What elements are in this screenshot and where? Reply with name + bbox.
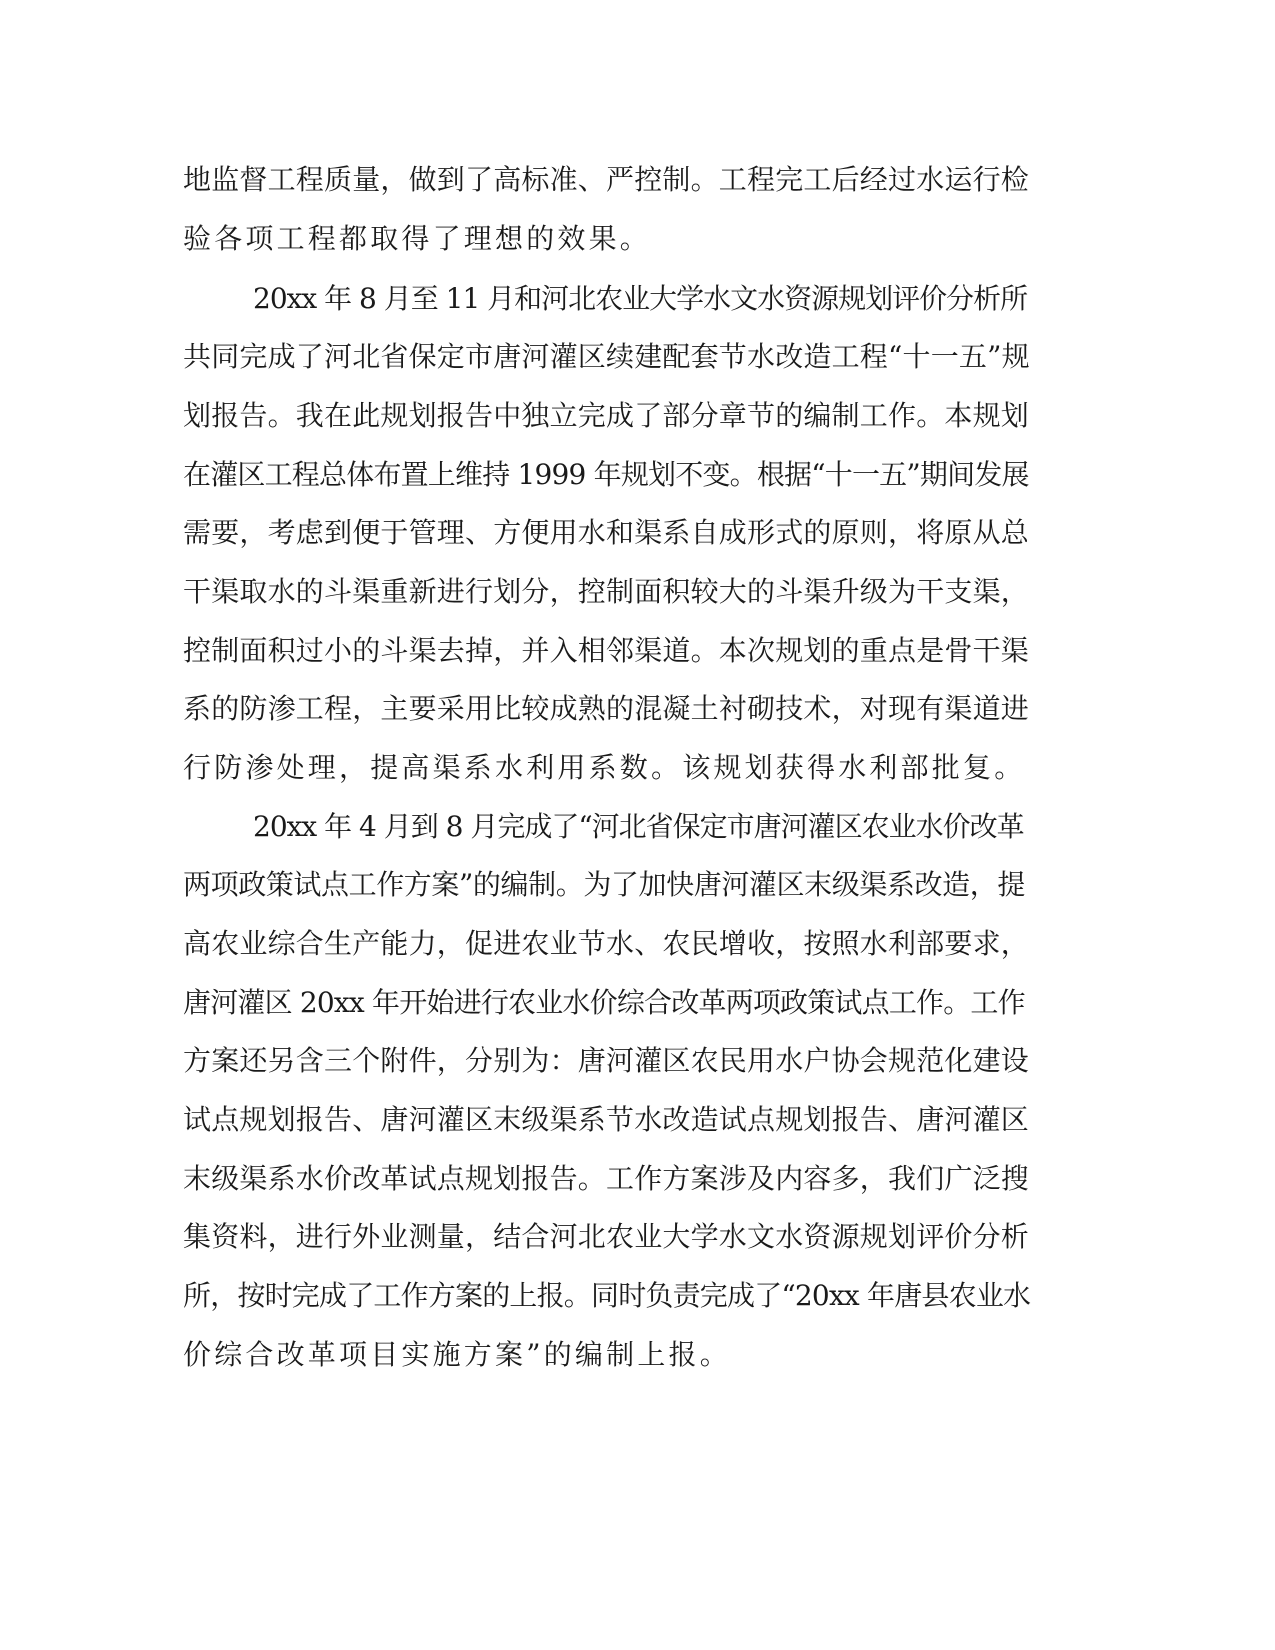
- text-line: 价综合改革项目实施方案”的编制上报。: [183, 1338, 731, 1371]
- text-line: 两项政策试点工作方案”的编制。为了加快唐河灌区末级渠系改造，提: [183, 868, 1025, 901]
- text-line: 地监督工程质量，做到了高标准、严控制。工程完工后经过水运行检: [183, 163, 1030, 196]
- text-line: 控制面积过小的斗渠去掉，并入相邻渠道。本次规划的重点是骨干渠: [183, 634, 1030, 667]
- text-line: 唐河灌区 20xx 年开始进行农业水价综合改革两项政策试点工作。工作: [183, 986, 1025, 1019]
- text-line: 高农业综合生产能力，促进农业节水、农民增收，按照水利部要求，: [183, 927, 1030, 960]
- text-line: 需要，考虑到便于管理、方便用水和渠系自成形式的原则，将原从总: [183, 516, 1030, 549]
- text-line: 试点规划报告、唐河灌区末级渠系节水改造试点规划报告、唐河灌区: [183, 1103, 1030, 1136]
- text-line: 20xx 年 4 月到 8 月完成了“河北省保定市唐河灌区农业水价改革: [253, 810, 1024, 843]
- text-line: 系的防渗工程，主要采用比较成熟的混凝土衬砌技术，对现有渠道进: [183, 692, 1030, 725]
- text-line: 末级渠系水价改革试点规划报告。工作方案涉及内容多，我们广泛搜: [183, 1162, 1030, 1195]
- text-line: 干渠取水的斗渠重新进行划分，控制面积较大的斗渠升级为干支渠，: [183, 575, 1030, 608]
- text-line: 划报告。我在此规划报告中独立完成了部分章节的编制工作。本规划: [183, 399, 1030, 432]
- text-line: 验各项工程都取得了理想的效果。: [183, 222, 652, 255]
- text-line: 共同完成了河北省保定市唐河灌区续建配套节水改造工程“十一五”规: [183, 340, 1030, 373]
- text-line: 所，按时完成了工作方案的上报。同时负责完成了“20xx 年唐县农业水: [183, 1279, 1031, 1312]
- text-line: 20xx 年 8 月至 11 月和河北农业大学水文水资源规划评价分析所: [253, 282, 1028, 315]
- text-line: 行防渗处理，提高渠系水利用系数。该规划获得水利部批复。: [183, 751, 1026, 784]
- text-line: 在灌区工程总体布置上维持 1999 年规划不变。根据“十一五”期间发展: [183, 458, 1029, 491]
- text-line: 方案还另含三个附件，分别为：唐河灌区农民用水户协会规范化建设: [183, 1044, 1030, 1077]
- text-line: 集资料，进行外业测量，结合河北农业大学水文水资源规划评价分析: [183, 1220, 1030, 1253]
